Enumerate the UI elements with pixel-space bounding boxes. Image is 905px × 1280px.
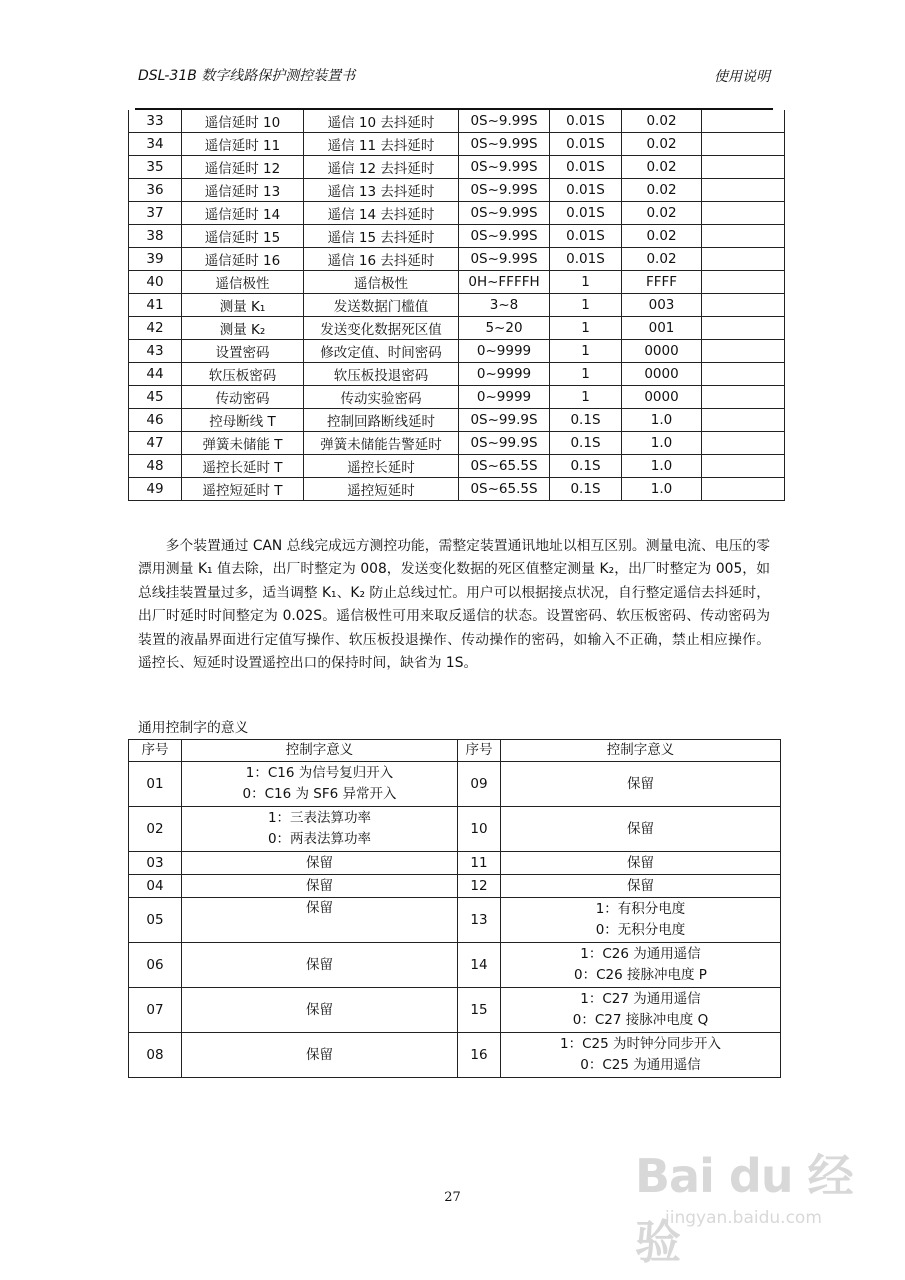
param-cell-desc: 发送变化数据死区值: [304, 317, 459, 340]
param-cell-step: 1: [550, 340, 622, 363]
param-cell-name: 遥信延时 12: [182, 156, 304, 179]
meaning-line: 保留: [627, 877, 654, 894]
param-cell-step: 0.1S: [550, 409, 622, 432]
param-cell-desc: 遥信 16 去抖延时: [304, 248, 459, 271]
parameter-row: [129, 317, 785, 340]
param-cell-no: 48: [129, 455, 182, 478]
ctrl-meaning-left: [182, 898, 458, 943]
param-cell-name: 遥信延时 15: [182, 225, 304, 248]
param-cell-remark: [702, 432, 785, 455]
meaning-line: 0：C27 接脉冲电度 Q: [572, 1012, 709, 1028]
param-cell-name: 遥信延时 11: [182, 133, 304, 156]
param-cell-step: 0.1S: [550, 455, 622, 478]
param-cell-step: 1: [550, 386, 622, 409]
param-cell-range: 0~9999: [459, 363, 550, 386]
param-cell-remark: [702, 478, 785, 501]
param-cell-default: 1.0: [622, 409, 702, 432]
meaning-line: 保留: [306, 956, 333, 973]
description-paragraph: [138, 535, 770, 675]
ctrl-meaning-right: [501, 898, 781, 943]
param-cell-range: 0S~9.99S: [459, 133, 550, 156]
control-word-table: [128, 739, 781, 1078]
param-cell-name: 控母断线 T: [182, 409, 304, 432]
ctrl-meaning-left: [182, 1033, 458, 1078]
param-cell-no: 47: [129, 432, 182, 455]
ctrl-no-left: 01: [129, 762, 182, 807]
param-cell-step: 0.1S: [550, 478, 622, 501]
paragraph-text: 多个装置通过 CAN 总线完成远方测控功能，需整定装置通讯地址以相互区别。测量电流、电压的零漂用测量 K₁ 值去除，出厂时整定为 008，发送变化数据的死区值整定测量 K₂，出厂时整定为 005，如总线挂装置量过多，适当调整 K₁、K₂ 防止总线过忙。用户可以根据接点状况，自行整定遥信去抖延时，出厂时延时时间整定为 0.02S。遥信极性可用来取反遥信的状态。设置密码、软压板密码、传动密码为装置的液晶界面进行定值写操作、软压板投退操作、传动操作的密码，如输入不正确，禁止相应操作。遥控长、短延时设置遥控出口的保持时间，缺省为 1S。: [138, 538, 770, 672]
ctrl-meaning-left: [182, 943, 458, 988]
control-word-row: [129, 762, 781, 807]
param-cell-step: 0.01S: [550, 248, 622, 271]
param-cell-range: 0S~9.99S: [459, 202, 550, 225]
param-cell-no: 36: [129, 179, 182, 202]
ctrl-meaning-left: [182, 875, 458, 898]
ctrl-no-right: 09: [458, 762, 501, 807]
parameter-row: [129, 432, 785, 455]
param-cell-desc: 修改定值、时间密码: [304, 340, 459, 363]
parameter-row: [129, 156, 785, 179]
param-cell-step: 0.01S: [550, 225, 622, 248]
meaning-line: 1：C25 为时钟分同步开入: [560, 1036, 721, 1052]
param-cell-remark: [702, 317, 785, 340]
control-word-row: [129, 875, 781, 898]
ctrl-meaning-right: [501, 943, 781, 988]
ctrl-meaning-right: [501, 1033, 781, 1078]
meaning-line: 1：三表法算功率: [267, 810, 372, 826]
param-cell-no: 33: [129, 110, 182, 133]
ctrl-no-left: 02: [129, 807, 182, 852]
param-cell-remark: [702, 409, 785, 432]
param-cell-no: 37: [129, 202, 182, 225]
ctrl-meaning-right: [501, 852, 781, 875]
param-cell-no: 44: [129, 363, 182, 386]
meaning-line: 1：C27 为通用遥信: [580, 991, 701, 1007]
param-cell-range: 0S~99.9S: [459, 432, 550, 455]
param-cell-step: 1: [550, 317, 622, 340]
param-cell-remark: [702, 225, 785, 248]
ctrl-no-right: 13: [458, 898, 501, 943]
param-cell-name: 遥信延时 14: [182, 202, 304, 225]
meaning-line: 保留: [306, 1046, 333, 1063]
param-cell-default: FFFF: [622, 271, 702, 294]
param-cell-remark: [702, 294, 785, 317]
param-cell-desc: 传动实验密码: [304, 386, 459, 409]
param-cell-range: 0S~99.9S: [459, 409, 550, 432]
parameter-row: [129, 271, 785, 294]
ctrl-no-right: 11: [458, 852, 501, 875]
param-cell-range: 0S~9.99S: [459, 110, 550, 133]
control-word-header-row: [129, 740, 781, 762]
document-subtitle: 使用说明: [714, 69, 770, 85]
header-meaning-right: 控制字意义: [501, 740, 781, 762]
param-cell-desc: 弹簧未储能告警延时: [304, 432, 459, 455]
param-cell-no: 35: [129, 156, 182, 179]
watermark-logo: Bai du 经验: [635, 1149, 853, 1269]
watermark-url: jingyan.baidu.com: [665, 1208, 822, 1228]
parameter-row: [129, 363, 785, 386]
param-cell-default: 0000: [622, 340, 702, 363]
parameter-row: [129, 294, 785, 317]
meaning-line: 0：两表法算功率: [267, 831, 372, 847]
param-cell-range: 0~9999: [459, 340, 550, 363]
param-cell-desc: 遥信 13 去抖延时: [304, 179, 459, 202]
param-cell-desc: 遥控长延时: [304, 455, 459, 478]
control-word-row: [129, 852, 781, 875]
param-cell-name: 遥信延时 13: [182, 179, 304, 202]
param-cell-remark: [702, 248, 785, 271]
param-cell-step: 0.01S: [550, 133, 622, 156]
param-cell-name: 测量 K₁: [182, 294, 304, 317]
param-cell-remark: [702, 340, 785, 363]
control-word-caption: 通用控制字的意义: [138, 720, 249, 736]
param-cell-desc: 遥控短延时: [304, 478, 459, 501]
param-cell-default: 1.0: [622, 478, 702, 501]
param-cell-no: 41: [129, 294, 182, 317]
param-cell-range: 0S~9.99S: [459, 225, 550, 248]
param-cell-step: 1: [550, 363, 622, 386]
ctrl-no-left: 05: [129, 898, 182, 943]
ctrl-no-right: 15: [458, 988, 501, 1033]
meaning-line: 1：有积分电度: [595, 901, 686, 917]
parameter-row: [129, 179, 785, 202]
header-no-right: 序号: [458, 740, 501, 762]
param-cell-remark: [702, 386, 785, 409]
meaning-line: 1：C16 为信号复归开入: [245, 765, 394, 781]
ctrl-meaning-right: [501, 875, 781, 898]
param-cell-desc: 遥信 10 去抖延时: [304, 110, 459, 133]
meaning-line: 保留: [306, 877, 333, 894]
parameter-row: [129, 409, 785, 432]
param-cell-remark: [702, 133, 785, 156]
param-cell-name: 软压板密码: [182, 363, 304, 386]
param-cell-remark: [702, 179, 785, 202]
parameter-table: [128, 110, 785, 501]
param-cell-default: 001: [622, 317, 702, 340]
parameter-row: [129, 110, 785, 133]
param-cell-remark: [702, 202, 785, 225]
ctrl-no-right: 16: [458, 1033, 501, 1078]
ctrl-meaning-left: [182, 852, 458, 875]
param-cell-remark: [702, 110, 785, 133]
meaning-line: 保留: [306, 854, 333, 871]
param-cell-step: 0.1S: [550, 432, 622, 455]
param-cell-desc: 遥信 14 去抖延时: [304, 202, 459, 225]
parameter-row: [129, 340, 785, 363]
param-cell-name: 遥信延时 10: [182, 110, 304, 133]
param-cell-no: 49: [129, 478, 182, 501]
page-number: 27: [444, 1190, 461, 1205]
meaning-line: 保留: [627, 775, 654, 792]
ctrl-meaning-left: [182, 762, 458, 807]
param-cell-desc: 遥信 12 去抖延时: [304, 156, 459, 179]
param-cell-desc: 遥信 15 去抖延时: [304, 225, 459, 248]
ctrl-no-left: 03: [129, 852, 182, 875]
param-cell-step: 0.01S: [550, 202, 622, 225]
meaning-line: 保留: [627, 854, 654, 871]
param-cell-range: 0H~FFFFH: [459, 271, 550, 294]
param-cell-default: 0.02: [622, 133, 702, 156]
param-cell-no: 45: [129, 386, 182, 409]
param-cell-name: 遥信极性: [182, 271, 304, 294]
param-cell-remark: [702, 271, 785, 294]
param-cell-remark: [702, 363, 785, 386]
ctrl-meaning-right: [501, 807, 781, 852]
param-cell-remark: [702, 156, 785, 179]
parameter-row: [129, 202, 785, 225]
param-cell-default: 0.02: [622, 179, 702, 202]
param-cell-default: 1.0: [622, 455, 702, 478]
ctrl-no-right: 12: [458, 875, 501, 898]
param-cell-remark: [702, 455, 785, 478]
param-cell-step: 0.01S: [550, 156, 622, 179]
param-cell-range: 3~8: [459, 294, 550, 317]
param-cell-range: 0S~65.5S: [459, 478, 550, 501]
param-cell-desc: 遥信 11 去抖延时: [304, 133, 459, 156]
param-cell-default: 0.02: [622, 202, 702, 225]
param-cell-step: 1: [550, 271, 622, 294]
param-cell-desc: 控制回路断线延时: [304, 409, 459, 432]
param-cell-no: 42: [129, 317, 182, 340]
param-cell-default: 0.02: [622, 225, 702, 248]
meaning-line: 保留: [627, 820, 654, 837]
param-cell-range: 0S~9.99S: [459, 179, 550, 202]
param-cell-range: 0~9999: [459, 386, 550, 409]
header-meaning-left: 控制字意义: [182, 740, 458, 762]
meaning-line: 0：C25 为通用遥信: [580, 1057, 701, 1073]
param-cell-no: 34: [129, 133, 182, 156]
control-word-row: [129, 943, 781, 988]
param-cell-name: 测量 K₂: [182, 317, 304, 340]
ctrl-meaning-right: [501, 762, 781, 807]
param-cell-desc: 遥信极性: [304, 271, 459, 294]
param-cell-range: 0S~65.5S: [459, 455, 550, 478]
control-word-row: [129, 988, 781, 1033]
param-cell-name: 弹簧未储能 T: [182, 432, 304, 455]
param-cell-default: 0.02: [622, 110, 702, 133]
ctrl-no-left: 08: [129, 1033, 182, 1078]
ctrl-meaning-left: [182, 988, 458, 1033]
param-cell-name: 设置密码: [182, 340, 304, 363]
param-cell-desc: 软压板投退密码: [304, 363, 459, 386]
parameter-row: [129, 386, 785, 409]
control-word-row: [129, 898, 781, 943]
param-cell-range: 0S~9.99S: [459, 248, 550, 271]
param-cell-default: 0000: [622, 386, 702, 409]
param-cell-default: 003: [622, 294, 702, 317]
header-no-left: 序号: [129, 740, 182, 762]
param-cell-name: 遥控短延时 T: [182, 478, 304, 501]
param-cell-no: 40: [129, 271, 182, 294]
parameter-row: [129, 133, 785, 156]
meaning-line: 0：C26 接脉冲电度 P: [574, 967, 707, 983]
ctrl-no-left: 04: [129, 875, 182, 898]
param-cell-name: 传动密码: [182, 386, 304, 409]
meaning-line: 保留: [306, 900, 333, 916]
ctrl-no-right: 14: [458, 943, 501, 988]
param-cell-step: 1: [550, 294, 622, 317]
param-cell-range: 5~20: [459, 317, 550, 340]
param-cell-default: 0.02: [622, 156, 702, 179]
param-cell-no: 43: [129, 340, 182, 363]
param-cell-step: 0.01S: [550, 179, 622, 202]
control-word-row: [129, 807, 781, 852]
param-cell-name: 遥控长延时 T: [182, 455, 304, 478]
meaning-line: 1：C26 为通用遥信: [580, 946, 701, 962]
parameter-row: [129, 455, 785, 478]
param-cell-default: 0000: [622, 363, 702, 386]
baidu-watermark: [635, 1140, 855, 1270]
ctrl-meaning-right: [501, 988, 781, 1033]
param-cell-step: 0.01S: [550, 110, 622, 133]
ctrl-no-left: 07: [129, 988, 182, 1033]
control-word-row: [129, 1033, 781, 1078]
ctrl-no-left: 06: [129, 943, 182, 988]
param-cell-no: 46: [129, 409, 182, 432]
parameter-row: [129, 478, 785, 501]
param-cell-range: 0S~9.99S: [459, 156, 550, 179]
ctrl-no-right: 10: [458, 807, 501, 852]
meaning-line: 保留: [306, 1001, 333, 1018]
param-cell-desc: 发送数据门槛值: [304, 294, 459, 317]
meaning-line: 0：无积分电度: [595, 922, 686, 938]
parameter-row: [129, 225, 785, 248]
document-title: DSL-31B 数字线路保护测控装置书: [138, 68, 356, 84]
param-cell-default: 1.0: [622, 432, 702, 455]
param-cell-name: 遥信延时 16: [182, 248, 304, 271]
param-cell-default: 0.02: [622, 248, 702, 271]
param-cell-no: 39: [129, 248, 182, 271]
parameter-row: [129, 248, 785, 271]
param-cell-no: 38: [129, 225, 182, 248]
meaning-line: 0：C16 为 SF6 异常开入: [242, 786, 397, 802]
ctrl-meaning-left: [182, 807, 458, 852]
